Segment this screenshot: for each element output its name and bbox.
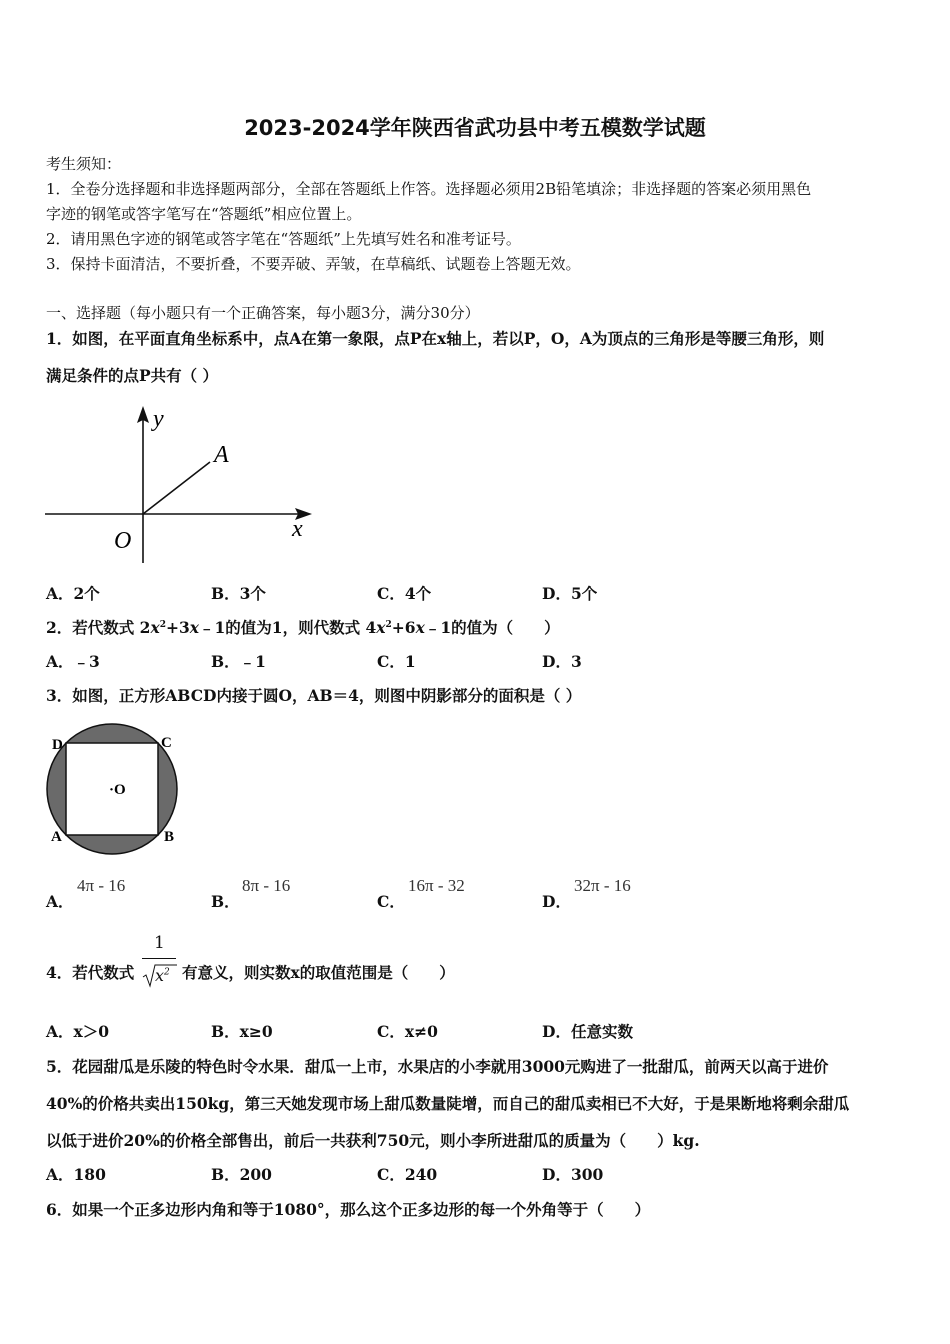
question-4-prefix: 4．若代数式 [46, 963, 135, 982]
option-d-expr: 32π - 16 [574, 876, 631, 895]
label-d: D [52, 737, 63, 753]
option-b-expr: 8π - 16 [242, 876, 291, 895]
circle-square-figure [40, 722, 200, 862]
option-d: D．300 [542, 1165, 604, 1184]
question-3-text: 3．如图，正方形ABCD内接于圆O，AB＝4，则图中阴影部分的面积是（ ） [46, 686, 582, 705]
question-2-text: 2．若代数式 $2x^2+3x﹣1$的值为1，则代数式 $4x^2+6x﹣1$的值为（ ） [46, 618, 560, 637]
option-c: C．1 [377, 652, 416, 671]
notice-line: 1．全卷分选择题和非选择题两部分，全部在答题纸上作答。选择题必须用2B铅笔填涂；非选择题的答案必须用黑色 [46, 180, 812, 198]
question-5-text: 5．花园甜瓜是乐陵的特色时令水果．甜瓜一上市，水果店的小李就用3000元购进了一批甜瓜，前两天以高于进价 [46, 1057, 829, 1076]
fraction-numerator: 1 [154, 933, 165, 953]
question-1-text: 1．如图，在平面直角坐标系中，点A在第一象限，点P在x轴上，若以P，O，A为顶点的三角形是等腰三角形，则 [46, 329, 825, 348]
option-d: D．3 [542, 652, 582, 671]
option-c: C．240 [377, 1165, 438, 1184]
fraction-expression [140, 933, 180, 989]
option-a: A．180 [46, 1165, 106, 1184]
option-a-expr: 4π - 16 [77, 876, 126, 895]
option-c: C．4个 [377, 584, 432, 603]
option-c-letter: C． [377, 892, 405, 911]
option-a-letter: A． [46, 892, 74, 911]
y-label: y [153, 406, 164, 432]
option-b: B．3个 [211, 584, 266, 603]
question-1-text-cont: 满足条件的点P共有（ ） [46, 366, 219, 385]
page-title: 2023-2024学年陕西省武功县中考五模数学试题 [244, 116, 706, 140]
option-b-letter: B． [211, 892, 240, 911]
radicand: $x^2$ [155, 966, 170, 985]
label-center-o: ·O [109, 782, 126, 798]
option-a: A．x＞0 [46, 1022, 110, 1041]
point-a-label: A [214, 442, 229, 468]
notice-line: 3．保持卡面清洁，不要折叠，不要弄破、弄皱，在草稿纸、试题卷上答题无效。 [46, 255, 581, 273]
notice-line: 字迹的钢笔或答字笔写在“答题纸”相应位置上。 [46, 205, 362, 223]
origin-label: O [114, 528, 132, 554]
option-c-expr: 16π - 32 [408, 876, 465, 895]
option-c: C．x≠0 [377, 1022, 438, 1041]
option-b: B．200 [211, 1165, 272, 1184]
label-b: B [164, 829, 175, 845]
question-5-text-cont: 以低于进价20%的价格全部售出，前后一共获利750元，则小李所进甜瓜的质量为（ ）kg. [46, 1131, 700, 1150]
option-a: A．﹣3 [46, 652, 100, 671]
segment-oa [143, 462, 210, 514]
x-label: x [292, 516, 303, 542]
notice-line: 2．请用黑色字迹的钢笔或答字笔在“答题纸”上先填写姓名和准考证号。 [46, 230, 521, 248]
option-d: D．任意实数 [542, 1022, 633, 1041]
fraction-bar [142, 958, 176, 959]
section-heading: 一、选择题（每小题只有一个正确答案，每小题3分，满分30分） [46, 304, 480, 322]
notice-heading: 考生须知： [46, 155, 122, 173]
question-4-suffix: 有意义，则实数x的取值范围是（ ） [182, 963, 455, 982]
question-5-text-cont: 40%的价格共卖出150kg，第三天她发现市场上甜瓜数量陡增，而自己的甜瓜卖相已不大好，于是果断地将剩余甜瓜 [46, 1094, 850, 1113]
option-b: B．x≥0 [211, 1022, 273, 1041]
question-6-text: 6．如果一个正多边形内角和等于1080°，那么这个正多边形的每一个外角等于（ ） [46, 1200, 651, 1219]
option-d-letter: D． [542, 892, 571, 911]
label-a: A [51, 829, 62, 845]
option-d: D．5个 [542, 584, 598, 603]
coordinate-figure [40, 400, 330, 570]
label-c: C [161, 735, 172, 751]
option-b: B．﹣1 [211, 652, 266, 671]
option-a: A．2个 [46, 584, 100, 603]
